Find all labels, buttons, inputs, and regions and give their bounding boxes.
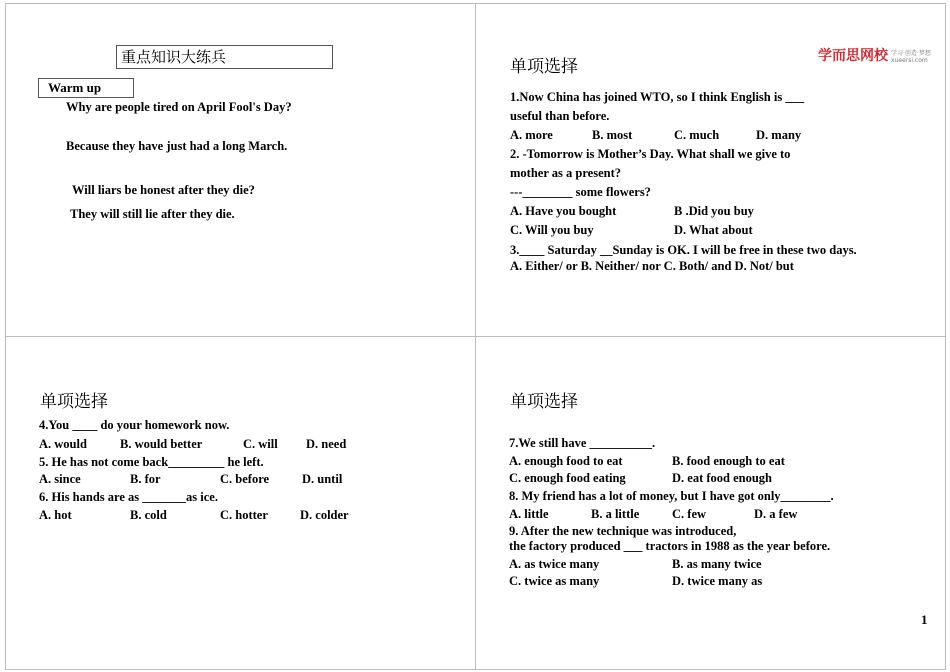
q4-option-a: A. would bbox=[39, 437, 87, 451]
question-3: 3.____ Saturday __Sunday is OK. I will be free in these two days. bbox=[510, 243, 857, 257]
q5-option-b: B. for bbox=[130, 472, 161, 486]
q6-option-c: C. hotter bbox=[220, 508, 268, 522]
q3-options: A. Either/ or B. Neither/ nor C. Both/ and D. Not/ but bbox=[510, 259, 794, 273]
q6-option-b: B. cold bbox=[130, 508, 167, 522]
question-1-line-2: useful than before. bbox=[510, 109, 610, 123]
horizontal-divider bbox=[5, 336, 945, 337]
q2-option-d: D. What about bbox=[674, 223, 753, 237]
question-1-line-1: 1.Now China has joined WTO, so I think English is ___ bbox=[510, 90, 805, 104]
q4-option-d: D. need bbox=[306, 437, 347, 451]
q1-option-b: B. most bbox=[592, 128, 633, 142]
logo-url: xueersi.com bbox=[891, 57, 928, 64]
q9-option-b: B. as many twice bbox=[672, 557, 762, 571]
question-2-line-2: mother as a present? bbox=[510, 166, 621, 180]
riddle-question-2: Will liars be honest after they die? bbox=[72, 183, 255, 197]
section-heading: 单项选择 bbox=[510, 57, 578, 77]
question-2-line-3: ---________ some flowers? bbox=[510, 185, 651, 199]
riddle-question-1: Why are people tired on April Fool's Day? bbox=[66, 100, 292, 114]
page-number: 1 bbox=[921, 612, 928, 627]
q8-option-d: D. a few bbox=[754, 507, 798, 521]
q1-option-d: D. many bbox=[756, 128, 802, 142]
q7-option-c: C. enough food eating bbox=[509, 471, 626, 485]
q8-option-b: B. a little bbox=[591, 507, 640, 521]
question-2-line-1: 2. -Tomorrow is Mother’s Day. What shall we give to bbox=[510, 147, 791, 161]
q5-option-a: A. since bbox=[39, 472, 81, 486]
xueersi-logo bbox=[818, 48, 933, 66]
riddle-answer-2: They will still lie after they die. bbox=[70, 207, 235, 221]
q7-option-d: D. eat food enough bbox=[672, 471, 773, 485]
warmup-label: Warm up bbox=[48, 80, 102, 95]
section-heading: 单项选择 bbox=[510, 392, 578, 412]
q2-option-a: A. Have you bought bbox=[510, 204, 617, 218]
q1-option-a: A. more bbox=[510, 128, 553, 142]
q9-option-a: A. as twice many bbox=[509, 557, 600, 571]
section-heading: 单项选择 bbox=[40, 392, 108, 412]
q6-option-a: A. hot bbox=[39, 508, 72, 522]
question-5: 5. He has not come back_________ he left. bbox=[39, 455, 264, 469]
q2-option-b: B .Did you buy bbox=[674, 204, 754, 218]
question-7: 7.We still have __________. bbox=[509, 436, 656, 450]
logo-text: 学而思网校 bbox=[818, 48, 888, 64]
q5-option-c: C. before bbox=[220, 472, 270, 486]
q1-option-c: C. much bbox=[674, 128, 720, 142]
q6-option-d: D. colder bbox=[300, 508, 349, 522]
question-9-line-2: the factory produced ___ tractors in 1988 as the year before. bbox=[509, 539, 831, 553]
q4-option-c: C. will bbox=[243, 437, 278, 451]
riddle-answer-1: Because they have just had a long March. bbox=[66, 139, 288, 153]
q7-option-b: B. food enough to eat bbox=[672, 454, 785, 468]
question-6: 6. His hands are as _______as ice. bbox=[39, 490, 218, 504]
question-8: 8. My friend has a lot of money, but I have got only________. bbox=[509, 489, 834, 503]
question-9-line-1: 9. After the new technique was introduced, bbox=[509, 524, 737, 538]
q5-option-d: D. until bbox=[302, 472, 343, 486]
q9-option-d: D. twice many as bbox=[672, 574, 763, 588]
q8-option-c: C. few bbox=[672, 507, 707, 521]
q4-option-b: B. would better bbox=[120, 437, 203, 451]
q9-option-c: C. twice as many bbox=[509, 574, 600, 588]
q8-option-a: A. little bbox=[509, 507, 549, 521]
logo-slogan: 学习·创造·梦想 bbox=[891, 50, 931, 57]
section-title: 重点知识大练兵 bbox=[121, 48, 227, 66]
q7-option-a: A. enough food to eat bbox=[509, 454, 623, 468]
q2-option-c: C. Will you buy bbox=[510, 223, 594, 237]
question-4: 4.You ____ do your homework now. bbox=[39, 418, 230, 432]
